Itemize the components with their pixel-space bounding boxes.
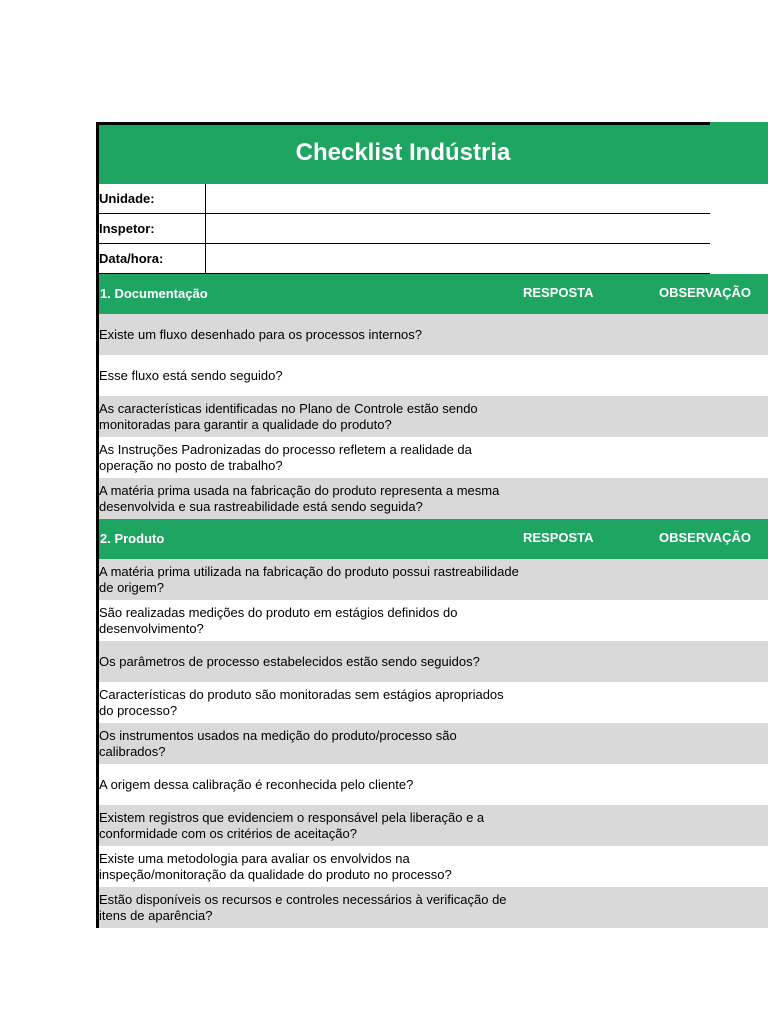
question-row [96,355,768,396]
question-text: Existe uma metodologia para avaliar os envolvidos na inspeção/monitoração da qualidade do produto no processo? [99,850,452,882]
inspetor-label: Inspetor: [99,221,155,236]
question-text: Os instrumentos usados na medição do produto/processo são calibrados? [99,727,457,759]
question-text: Os parâmetros de processo estabelecidos estão sendo seguidos? [99,653,480,669]
section-header-documentacao [96,274,768,314]
question-row [96,764,768,805]
checklist-sheet [96,122,768,928]
table-top-border [96,122,710,125]
question-text: Estão disponíveis os recursos e controles necessários à verificação de itens de aparência? [99,891,507,923]
question-text: As Instruções Padronizadas do processo refletem a realidade da operação no posto de trabalho? [99,441,472,473]
question-text: Existem registros que evidenciem o responsável pela liberação e a conformidade com os critérios de aceitação? [99,809,485,841]
question-text: A matéria prima usada na fabricação do produto representa a mesma desenvolvida e sua rastreabilidade está sendo seguida? [99,482,500,514]
info-row-unidade [96,184,710,214]
unidade-label: Unidade: [99,191,155,206]
observacao-column-header: OBSERVAÇÃO [659,530,751,545]
question-row [96,437,768,478]
resposta-column-header: RESPOSTA [523,285,594,300]
section-title: 2. Produto [100,531,165,546]
question-text: São realizadas medições do produto em estágios definidos do desenvolvimento? [99,604,458,636]
info-divider [205,214,206,244]
question-row [96,682,768,723]
question-row [96,641,768,682]
section-header-produto [96,519,768,559]
section-title: 1. Documentação [100,286,208,301]
question-row [96,396,768,437]
question-text: As características identificadas no Plano de Controle estão sendo monitoradas para garantir a qualidade do produto? [99,400,478,432]
observacao-column-header: OBSERVAÇÃO [659,285,751,300]
question-row [96,723,768,764]
question-row [96,559,768,600]
table-left-border [96,122,99,928]
question-row [96,314,768,355]
question-text: Características do produto são monitoradas sem estágios apropriados do processo? [99,686,504,718]
page-title: Checklist Indústria [295,139,511,166]
question-text: A origem dessa calibração é reconhecida pelo cliente? [99,776,414,792]
question-text: Existe um fluxo desenhado para os processos internos? [99,326,423,342]
question-text: A matéria prima utilizada na fabricação do produto possui rastreabilidade de origem? [99,563,519,595]
question-row [96,478,768,519]
datahora-label: Data/hora: [99,251,164,266]
info-divider [205,244,206,274]
question-row [96,846,768,887]
question-row [96,600,768,641]
title-bar [96,122,768,184]
info-row-datahora [96,244,710,274]
info-divider [205,184,206,214]
question-text: Esse fluxo está sendo seguido? [99,367,283,383]
info-row-inspetor [96,214,710,244]
resposta-column-header: RESPOSTA [523,530,594,545]
question-row [96,805,768,846]
question-row [96,887,768,928]
